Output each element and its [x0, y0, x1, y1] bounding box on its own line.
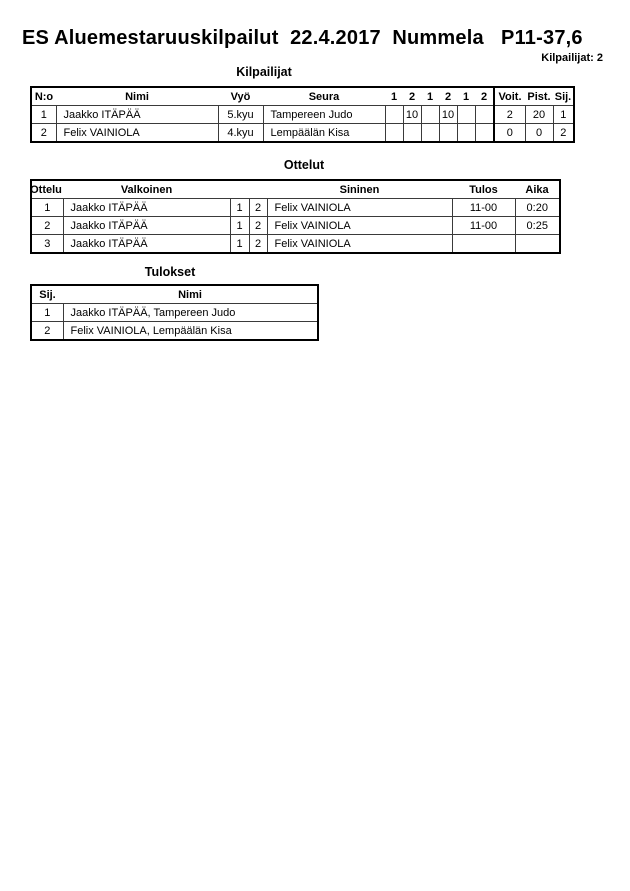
round-score-cell: 10 [439, 106, 457, 124]
competitor-belt: 5.kyu [218, 106, 263, 124]
competitor-row [31, 124, 574, 143]
col-belt: Vyö [218, 87, 263, 106]
match-result: 11-00 [452, 199, 515, 217]
page-title: ES Aluemestaruuskilpailut 22.4.2017 Nummela P11-37,6 [22, 27, 583, 49]
competitors-table [30, 86, 575, 143]
col-name: Nimi [63, 285, 318, 304]
col-result: Tulos [452, 180, 515, 199]
white-competitor: Jaakko ITÄPÄÄ [63, 199, 230, 217]
round-score-cell [457, 124, 475, 143]
round-score-cell: 10 [403, 106, 421, 124]
result-place: 1 [31, 304, 63, 322]
matches-table [30, 179, 561, 254]
col-round-score: 2 [439, 87, 457, 106]
competitor-name: Felix VAINIOLA [56, 124, 218, 143]
competitor-points: 0 [525, 124, 553, 143]
competitor-number: 2 [31, 124, 56, 143]
match-result: 11-00 [452, 217, 515, 235]
result-place: 2 [31, 322, 63, 341]
result-name: Felix VAINIOLA, Lempäälän Kisa [63, 322, 318, 341]
match-time [515, 235, 560, 254]
results-table [30, 284, 319, 341]
col-number: N:o [31, 87, 56, 106]
white-competitor-number: 1 [230, 217, 249, 235]
competitor-club: Tampereen Judo [263, 106, 385, 124]
col-time: Aika [515, 180, 560, 199]
white-competitor: Jaakko ITÄPÄÄ [63, 217, 230, 235]
col-round-score: 1 [421, 87, 439, 106]
col-white-number [230, 180, 249, 199]
blue-competitor-number: 2 [249, 217, 267, 235]
match-result [452, 235, 515, 254]
match-row [31, 235, 560, 254]
col-round-score: 1 [457, 87, 475, 106]
col-match-number: Ottelu [31, 180, 63, 199]
results-section-heading: Tulokset [144, 265, 196, 279]
col-name: Nimi [56, 87, 218, 106]
round-score-cell [421, 106, 439, 124]
competitor-belt: 4.kyu [218, 124, 263, 143]
col-round-score: 2 [403, 87, 421, 106]
col-blue: Sininen [267, 180, 452, 199]
round-score-cell [403, 124, 421, 143]
round-score-cell [439, 124, 457, 143]
round-score-cell [475, 124, 494, 143]
col-points: Pist. [525, 87, 553, 106]
competitor-row [31, 106, 574, 124]
competitor-place: 2 [553, 124, 574, 143]
col-place: Sij. [553, 87, 574, 106]
competitors-header-row [31, 87, 574, 106]
matches-section-heading: Ottelut [283, 158, 325, 172]
match-time: 0:25 [515, 217, 560, 235]
col-blue-number [249, 180, 267, 199]
competitor-points: 20 [525, 106, 553, 124]
match-number: 2 [31, 217, 63, 235]
blue-competitor: Felix VAINIOLA [267, 199, 452, 217]
competitor-club: Lempäälän Kisa [263, 124, 385, 143]
match-row [31, 217, 560, 235]
competitors-section-heading: Kilpailijat [236, 65, 292, 79]
round-score-cell [385, 124, 403, 143]
blue-competitor: Felix VAINIOLA [267, 217, 452, 235]
competitor-wins: 0 [494, 124, 525, 143]
white-competitor-number: 1 [230, 235, 249, 254]
blue-competitor: Felix VAINIOLA [267, 235, 452, 254]
competitor-place: 1 [553, 106, 574, 124]
white-competitor: Jaakko ITÄPÄÄ [63, 235, 230, 254]
match-row [31, 199, 560, 217]
match-number: 3 [31, 235, 63, 254]
white-competitor-number: 1 [230, 199, 249, 217]
round-score-cell [421, 124, 439, 143]
result-row [31, 304, 318, 322]
round-score-cell [475, 106, 494, 124]
col-round-score: 2 [475, 87, 494, 106]
competitor-wins: 2 [494, 106, 525, 124]
competitor-count-label: Kilpailijat: 2 [541, 52, 603, 64]
results-header-row [31, 285, 318, 304]
col-place: Sij. [31, 285, 63, 304]
round-score-cell [385, 106, 403, 124]
round-score-cell [457, 106, 475, 124]
competitor-number: 1 [31, 106, 56, 124]
matches-header-row [31, 180, 560, 199]
result-name: Jaakko ITÄPÄÄ, Tampereen Judo [63, 304, 318, 322]
match-number: 1 [31, 199, 63, 217]
blue-competitor-number: 2 [249, 199, 267, 217]
col-round-score: 1 [385, 87, 403, 106]
col-club: Seura [263, 87, 385, 106]
match-time: 0:20 [515, 199, 560, 217]
col-wins: Voit. [494, 87, 525, 106]
col-white: Valkoinen [63, 180, 230, 199]
result-row [31, 322, 318, 341]
blue-competitor-number: 2 [249, 235, 267, 254]
competitor-name: Jaakko ITÄPÄÄ [56, 106, 218, 124]
